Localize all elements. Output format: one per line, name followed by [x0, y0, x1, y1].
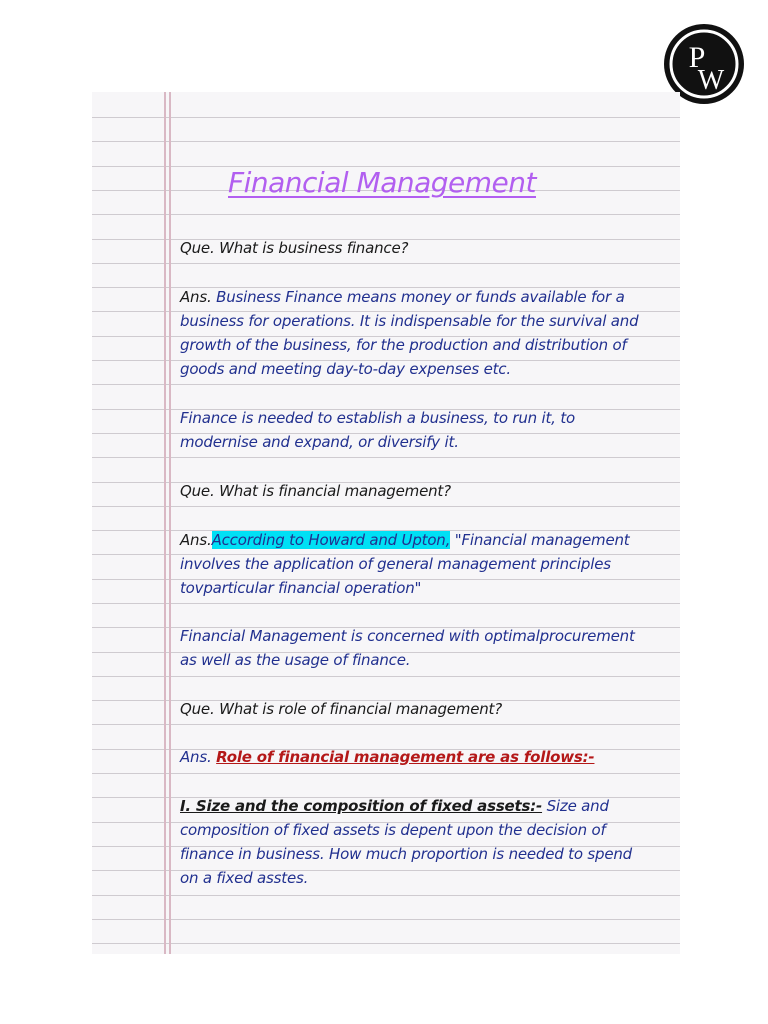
question-2: Que. What is financial management?	[180, 482, 451, 500]
answer-1-line: growth of the business, for the production and distribution of	[180, 336, 627, 354]
answer-1-line: goods and meeting day-to-day expenses etc.	[180, 360, 511, 378]
answer-prefix: Ans.	[180, 531, 212, 549]
ruled-line	[92, 141, 680, 142]
ruled-line	[92, 384, 680, 385]
ruled-line	[92, 919, 680, 920]
paragraph-1-line: modernise and expand, or diversify it.	[180, 433, 459, 451]
margin-line	[164, 92, 166, 954]
role-heading: Role of financial management are as follows:-	[216, 748, 595, 766]
question-1: Que. What is business finance?	[180, 239, 409, 257]
point-1-line: on a fixed asstes.	[180, 869, 309, 887]
ruled-line	[92, 506, 680, 507]
answer-2-line	[180, 528, 629, 552]
ruled-line	[92, 724, 680, 725]
ruled-line	[92, 457, 680, 458]
answer-3-line	[180, 745, 594, 769]
answer-1-line: business for operations. It is indispensable for the survival and	[180, 312, 639, 330]
point-1-line: finance in business. How much proportion is needed to spend	[180, 845, 632, 863]
point-1-line	[180, 794, 609, 818]
ruled-line	[92, 117, 680, 118]
ruled-line	[92, 603, 680, 604]
point-text: Size and	[542, 797, 609, 815]
point-heading: I. Size and the composition of fixed assets:-	[180, 797, 543, 815]
question-3: Que. What is role of financial management?	[180, 700, 502, 718]
page-title: Financial Management	[228, 166, 536, 199]
paragraph-1-line: Finance is needed to establish a business, to run it, to	[180, 409, 575, 427]
highlighted-citation: According to Howard and Upton,	[211, 531, 451, 549]
paragraph-2-line: as well as the usage of finance.	[180, 651, 411, 669]
ruled-line	[92, 773, 680, 774]
svg-text:W: W	[697, 65, 725, 96]
ruled-line	[92, 214, 680, 215]
paragraph-2-line: Financial Management is concerned with optimalprocurement	[180, 627, 635, 645]
answer-1-line	[180, 285, 625, 309]
margin-line	[169, 92, 171, 954]
answer-text: "Financial management	[450, 531, 630, 549]
answer-2-line: involves the application of general management principles	[180, 555, 611, 573]
ruled-line	[92, 263, 680, 264]
answer-prefix: Ans.	[180, 288, 212, 306]
svg-text:P: P	[688, 41, 706, 74]
ruled-line	[92, 943, 680, 944]
answer-text: Business Finance means money or funds available for a	[216, 288, 625, 306]
answer-prefix: Ans.	[180, 748, 212, 766]
ruled-line	[92, 895, 680, 896]
point-1-line: composition of fixed assets is depent upon the decision of	[180, 821, 606, 839]
ruled-line	[92, 676, 680, 677]
answer-2-line: tovparticular financial operation"	[180, 579, 422, 597]
